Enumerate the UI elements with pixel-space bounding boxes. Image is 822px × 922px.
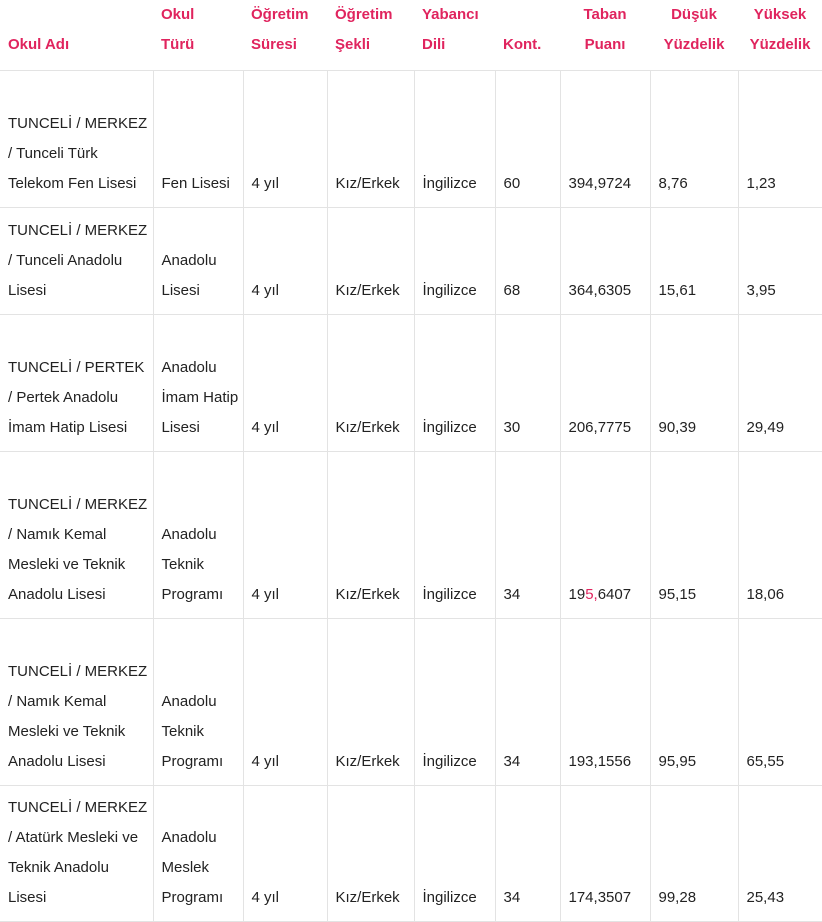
cell-dusuk: 99,28 xyxy=(650,786,738,922)
cell-sekil: Kız/Erkek xyxy=(327,786,414,922)
cell-okul-turu: Fen Lisesi xyxy=(153,71,243,208)
cell-dusuk: 90,39 xyxy=(650,315,738,452)
cell-okul-adi: TUNCELİ / MERKEZ / Namık Kemal Mesleki ve Teknik Anadolu Lisesi xyxy=(0,452,153,619)
cell-sekil: Kız/Erkek xyxy=(327,619,414,786)
cell-okul-turu: Anadolu Meslek Programı xyxy=(153,786,243,922)
cell-dusuk: 95,95 xyxy=(650,619,738,786)
cell-okul-adi: TUNCELİ / MERKEZ / Namık Kemal Mesleki ve Teknik Anadolu Lisesi xyxy=(0,619,153,786)
header-okul-adi: Okul Adı xyxy=(8,36,70,53)
cell-kont: 68 xyxy=(495,208,560,315)
cell-okul-adi: TUNCELİ / MERKEZ / Tunceli Türk Telekom Fen Lisesi xyxy=(0,71,153,208)
cell-yuksek: 3,95 xyxy=(738,208,822,315)
cell-dil: İngilizce xyxy=(414,619,495,786)
cell-dil: İngilizce xyxy=(414,71,495,208)
cell-dil: İngilizce xyxy=(414,452,495,619)
cell-okul-turu: Anadolu Lisesi xyxy=(153,208,243,315)
cell-sekil: Kız/Erkek xyxy=(327,315,414,452)
cell-sekil: Kız/Erkek xyxy=(327,452,414,619)
cell-yuksek: 65,55 xyxy=(738,619,822,786)
header-taban-puani: Taban Puanı xyxy=(583,6,627,53)
header-ogretim-suresi: Öğretim Süresi xyxy=(251,6,309,53)
cell-sure: 4 yıl xyxy=(243,71,327,208)
table-row xyxy=(0,315,822,452)
cell-yuksek: 1,23 xyxy=(738,71,822,208)
header-kont: Kont. xyxy=(503,36,542,53)
cell-sekil: Kız/Erkek xyxy=(327,71,414,208)
cell-taban: 364,6305 xyxy=(560,208,650,315)
cell-dil: İngilizce xyxy=(414,786,495,922)
cell-taban: 193,1556 xyxy=(560,619,650,786)
cell-sekil: Kız/Erkek xyxy=(327,208,414,315)
cell-taban: 206,7775 xyxy=(560,315,650,452)
cell-okul-turu: Anadolu Teknik Programı xyxy=(153,452,243,619)
taban-part: 6407 xyxy=(597,586,632,603)
cell-dusuk: 15,61 xyxy=(650,208,738,315)
cell-okul-turu: Anadolu Teknik Programı xyxy=(153,619,243,786)
cell-okul-adi: TUNCELİ / MERKEZ / Atatürk Mesleki ve Teknik Anadolu Lisesi xyxy=(0,786,153,922)
table-row xyxy=(0,619,822,786)
cell-yuksek: 29,49 xyxy=(738,315,822,452)
header-row xyxy=(0,0,822,71)
taban-highlight: 5, xyxy=(585,586,598,603)
cell-kont: 34 xyxy=(495,786,560,922)
header-okul-turu: Okul Türü xyxy=(161,6,195,53)
cell-dusuk: 8,76 xyxy=(650,71,738,208)
header-ogretim-sekli: Öğretim Şekli xyxy=(335,6,393,53)
table-row xyxy=(0,452,822,619)
header-yuksek-yuzdelik: Yüksek Yüzdelik xyxy=(749,6,811,53)
cell-yuksek: 18,06 xyxy=(738,452,822,619)
cell-sure: 4 yıl xyxy=(243,786,327,922)
cell-kont: 34 xyxy=(495,452,560,619)
cell-yuksek: 25,43 xyxy=(738,786,822,922)
cell-sure: 4 yıl xyxy=(243,208,327,315)
table-row xyxy=(0,208,822,315)
cell-taban: 394,9724 xyxy=(560,71,650,208)
cell-okul-adi: TUNCELİ / MERKEZ / Tunceli Anadolu Lisesi xyxy=(0,208,153,315)
header-yabanci-dili: Yabancı Dili xyxy=(422,6,479,53)
cell-taban xyxy=(560,452,650,619)
cell-kont: 30 xyxy=(495,315,560,452)
cell-dil: İngilizce xyxy=(414,208,495,315)
table-row xyxy=(0,786,822,922)
cell-kont: 34 xyxy=(495,619,560,786)
cell-dil: İngilizce xyxy=(414,315,495,452)
cell-okul-adi: TUNCELİ / PERTEK / Pertek Anadolu İmam Hatip Lisesi xyxy=(0,315,153,452)
cell-sure: 4 yıl xyxy=(243,619,327,786)
cell-taban: 174,3507 xyxy=(560,786,650,922)
cell-kont: 60 xyxy=(495,71,560,208)
taban-part: 19 xyxy=(568,586,586,603)
cell-sure: 4 yıl xyxy=(243,315,327,452)
header-dusuk-yuzdelik: Düşük Yüzdelik xyxy=(663,6,725,53)
cell-dusuk: 95,15 xyxy=(650,452,738,619)
table-row xyxy=(0,71,822,208)
cell-sure: 4 yıl xyxy=(243,452,327,619)
cell-okul-turu: Anadolu İmam Hatip Lisesi xyxy=(153,315,243,452)
